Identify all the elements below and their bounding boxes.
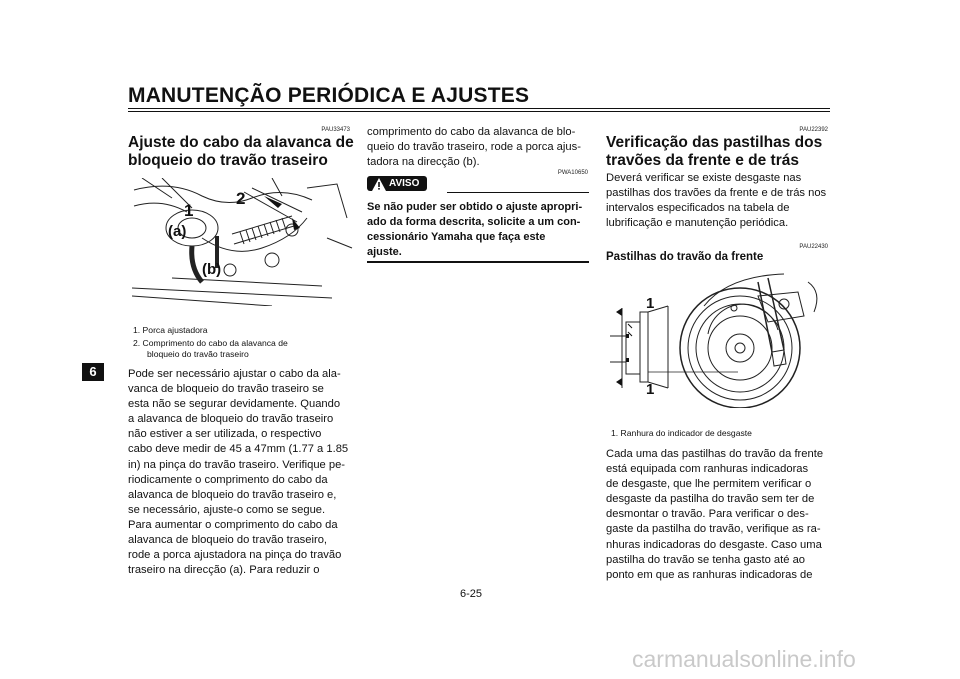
text-line: intervalos especificados na tabela de — [606, 202, 790, 215]
warning-header — [367, 176, 589, 196]
text-line: Pode ser necessário ajustar o cabo da ala- — [128, 368, 341, 380]
subsection-code: PAU22430 — [799, 244, 828, 250]
figure-caption-right: 1. Ranhura do indicador de desgaste — [611, 428, 752, 438]
warning-rule — [447, 192, 589, 193]
callout-1-top: 1 — [646, 295, 655, 312]
callout-b: (b) — [202, 261, 222, 278]
text-line: comprimento do cabo da alavanca de blo- — [367, 126, 576, 138]
section-heading-line: bloqueio do travão traseiro — [128, 152, 328, 169]
warning-line: ado da forma descrita, solicite a um con- — [367, 216, 581, 228]
figure-caption — [133, 325, 353, 360]
text-line: rode a porca ajustadora na pinça do travão — [128, 549, 342, 562]
brake-cable-figure — [132, 178, 354, 306]
callout-2: 2 — [236, 189, 246, 208]
middle-paragraph — [367, 125, 589, 170]
warning-label: AVISO — [389, 178, 420, 189]
text-line: cabo deve medir de 45 a 47mm (1.77 a 1.85 — [128, 443, 349, 456]
brake-pad-figure — [608, 272, 830, 408]
section-heading-line: travões da frente e de trás — [606, 152, 799, 169]
text-line: alavanca de bloqueio do travão traseiro, — [128, 534, 328, 547]
text-line: desmontar o travão. Para verificar o des- — [606, 508, 809, 521]
text-line: Cada uma das pastilhas do travão da frente — [606, 448, 824, 460]
text-line: vanca de bloqueio do travão traseiro se — [128, 383, 324, 396]
text-line: não estiver a ser utilizada, o respectivo — [128, 428, 322, 441]
text-line: nhuras indicadoras do desgaste. Caso uma — [606, 538, 822, 551]
caption-item: 1. Porca ajustadora — [133, 325, 208, 335]
text-line: se necessário, ajuste-o como se segue. — [128, 503, 326, 516]
section-code: PAU33473 — [321, 127, 350, 133]
section-heading-line: Ajuste do cabo da alavanca de — [128, 134, 354, 151]
text-line: pastilhas dos travões da frente e de trás nos — [606, 187, 827, 200]
section-code: PAU22392 — [799, 127, 828, 133]
header-rule-thin — [128, 111, 830, 112]
text-line: desgaste da pastilha do travão sem ter de — [606, 493, 815, 506]
text-line: tadora na direcção (b). — [367, 156, 480, 169]
warning-badge — [367, 176, 427, 191]
text-line: lubrificação e manutenção periódica. — [606, 217, 789, 230]
header-rule — [128, 108, 830, 109]
warning-triangle-icon — [372, 178, 386, 191]
warning-text — [367, 200, 589, 260]
text-line: Deverá verificar se existe desgaste nas — [606, 172, 802, 184]
right-paragraph-2 — [606, 447, 828, 583]
chapter-tab: 6 — [82, 363, 104, 381]
text-line: Para aumentar o comprimento do cabo da — [128, 518, 338, 531]
text-line: in) na pinça do travão traseiro. Verifique pe- — [128, 458, 346, 471]
caption-item: 2. Comprimento do cabo da alavanca de — [133, 338, 288, 348]
callout-1-bottom: 1 — [646, 381, 655, 398]
callout-a: (a) — [168, 223, 187, 240]
callout-1: 1 — [184, 201, 194, 220]
text-line: está equipada com ranhuras indicadoras — [606, 463, 809, 476]
warning-line: cessionário Yamaha que faça este — [367, 231, 546, 243]
text-line: de desgaste, que lhe permitem verificar o — [606, 478, 812, 491]
section-heading — [128, 134, 358, 170]
text-line: ponto em que as ranhuras indicadoras de — [606, 568, 813, 581]
text-line: a alavanca de bloqueio do travão traseiro — [128, 413, 334, 426]
right-paragraph-1 — [606, 171, 828, 231]
warning-line: ajuste. — [367, 246, 402, 258]
section-heading-line: Verificação das pastilhas dos — [606, 134, 823, 151]
caption-item: bloqueio do travão traseiro — [147, 349, 249, 359]
text-line: alavanca de bloqueio do travão traseiro e, — [128, 488, 337, 501]
watermark: carmanualsonline.info — [632, 646, 856, 672]
warning-bottom-rule — [367, 261, 589, 263]
text-line: gaste da pastilha do travão, verifique as ra- — [606, 523, 821, 536]
warning-code: PWA10650 — [557, 170, 588, 176]
subsection-heading: Pastilhas do travão da frente — [606, 251, 764, 263]
text-line: queio do travão traseiro, rode a porca ajus- — [367, 141, 581, 154]
page-number: 6-25 — [460, 588, 483, 600]
text-line: pastilha do travão se tenha gasto até ao — [606, 553, 806, 566]
text-line: riodicamente o comprimento do cabo da — [128, 473, 328, 486]
section-heading — [606, 134, 836, 170]
left-paragraph — [128, 367, 350, 578]
text-line: traseiro na direcção (a). Para reduzir o — [128, 564, 320, 577]
warning-line: Se não puder ser obtido o ajuste apropri- — [367, 201, 583, 213]
page-title: MANUTENÇÃO PERIÓDICA E AJUSTES — [128, 84, 530, 107]
text-line: esta não se segurar devidamente. Quando — [128, 398, 341, 411]
